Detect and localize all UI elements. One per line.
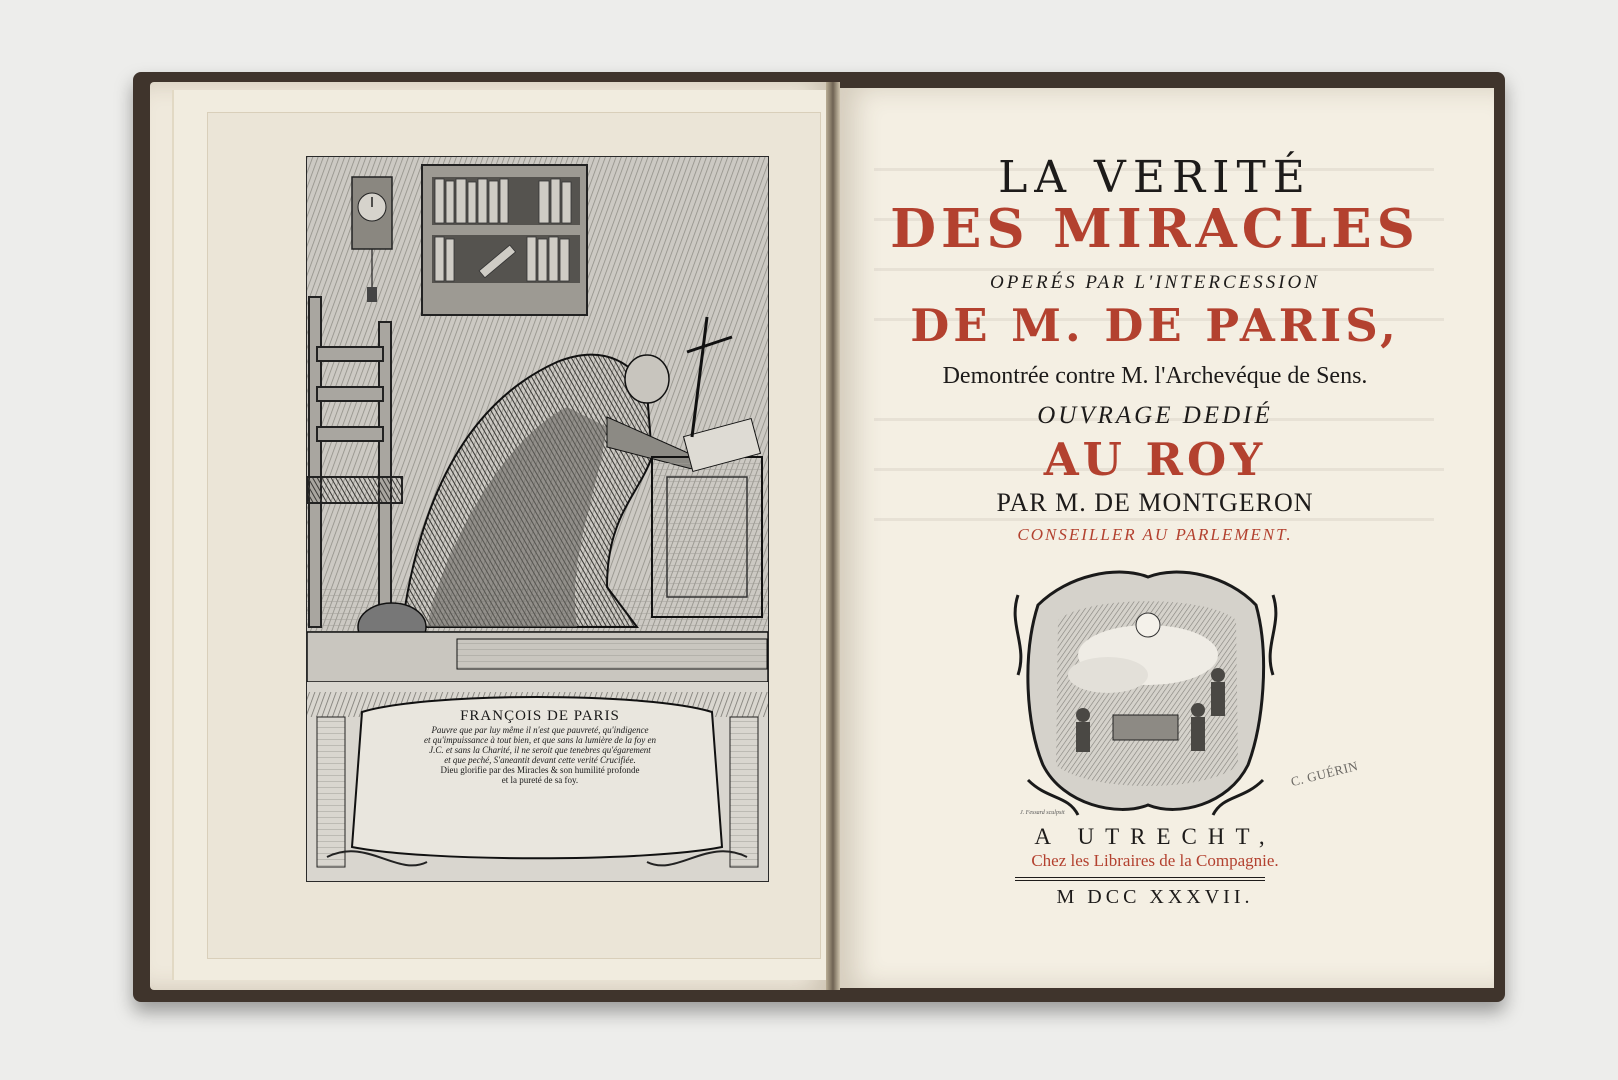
- title-line-2: DES MIRACLES: [890, 198, 1420, 260]
- title-vignette: [1008, 565, 1283, 820]
- title-line-4: DE M. DE PARIS,: [910, 299, 1400, 352]
- imprint-year: M DCC XXXVII.: [1056, 886, 1254, 908]
- cartouche-line: et que peché, S'aneantit devant cette verité Crucifiée.: [444, 755, 636, 765]
- cartouche-line: et qu'impuissance à tout bien, et que sans la lumière de la foy en: [423, 735, 657, 745]
- title-line-1: LA VERITÉ: [998, 152, 1312, 203]
- imprint-rule: [1015, 880, 1265, 881]
- cartouche-text: [360, 708, 720, 785]
- book-gutter: [826, 82, 840, 990]
- author-title-line: CONSEILLER AU PARLEMENT.: [1017, 525, 1293, 544]
- imprint-place: A UTRECHT,: [1034, 824, 1276, 849]
- engraver-credit: J. Fessard sculpsit: [1020, 810, 1065, 816]
- imprint-publisher: Chez les Libraires de la Compagnie.: [1031, 851, 1279, 870]
- title-line-5: Demontrée contre M. l'Archevéque de Sens.: [942, 363, 1368, 389]
- author-line: PAR M. DE MONTGERON: [996, 488, 1314, 517]
- title-line-6: OUVRAGE DEDIÉ: [1037, 402, 1273, 429]
- cartouche-line: Pauvre que par luy même il n'est que pauvreté, qu'indigence: [431, 725, 649, 735]
- cartouche-line: et la pureté de sa foy.: [501, 775, 579, 785]
- title-line-7: AU ROY: [1043, 433, 1267, 486]
- bookshelf: [422, 165, 587, 315]
- imprint-rule: [1015, 877, 1265, 878]
- cartouche-title: FRANÇOIS DE PARIS: [460, 708, 620, 724]
- cartouche-line: Dieu glorifie par des Miracles & son humilité profonde: [440, 765, 640, 775]
- stamp-text: C. GUÉRIN: [1289, 757, 1360, 790]
- cartouche-line: J.C. et sans la Charité, il ne seroit que tenebres qu'égarement: [429, 745, 651, 755]
- vignette-illustration: [1008, 565, 1283, 820]
- title-line-3: OPERÉS PAR L'INTERCESSION: [990, 272, 1320, 293]
